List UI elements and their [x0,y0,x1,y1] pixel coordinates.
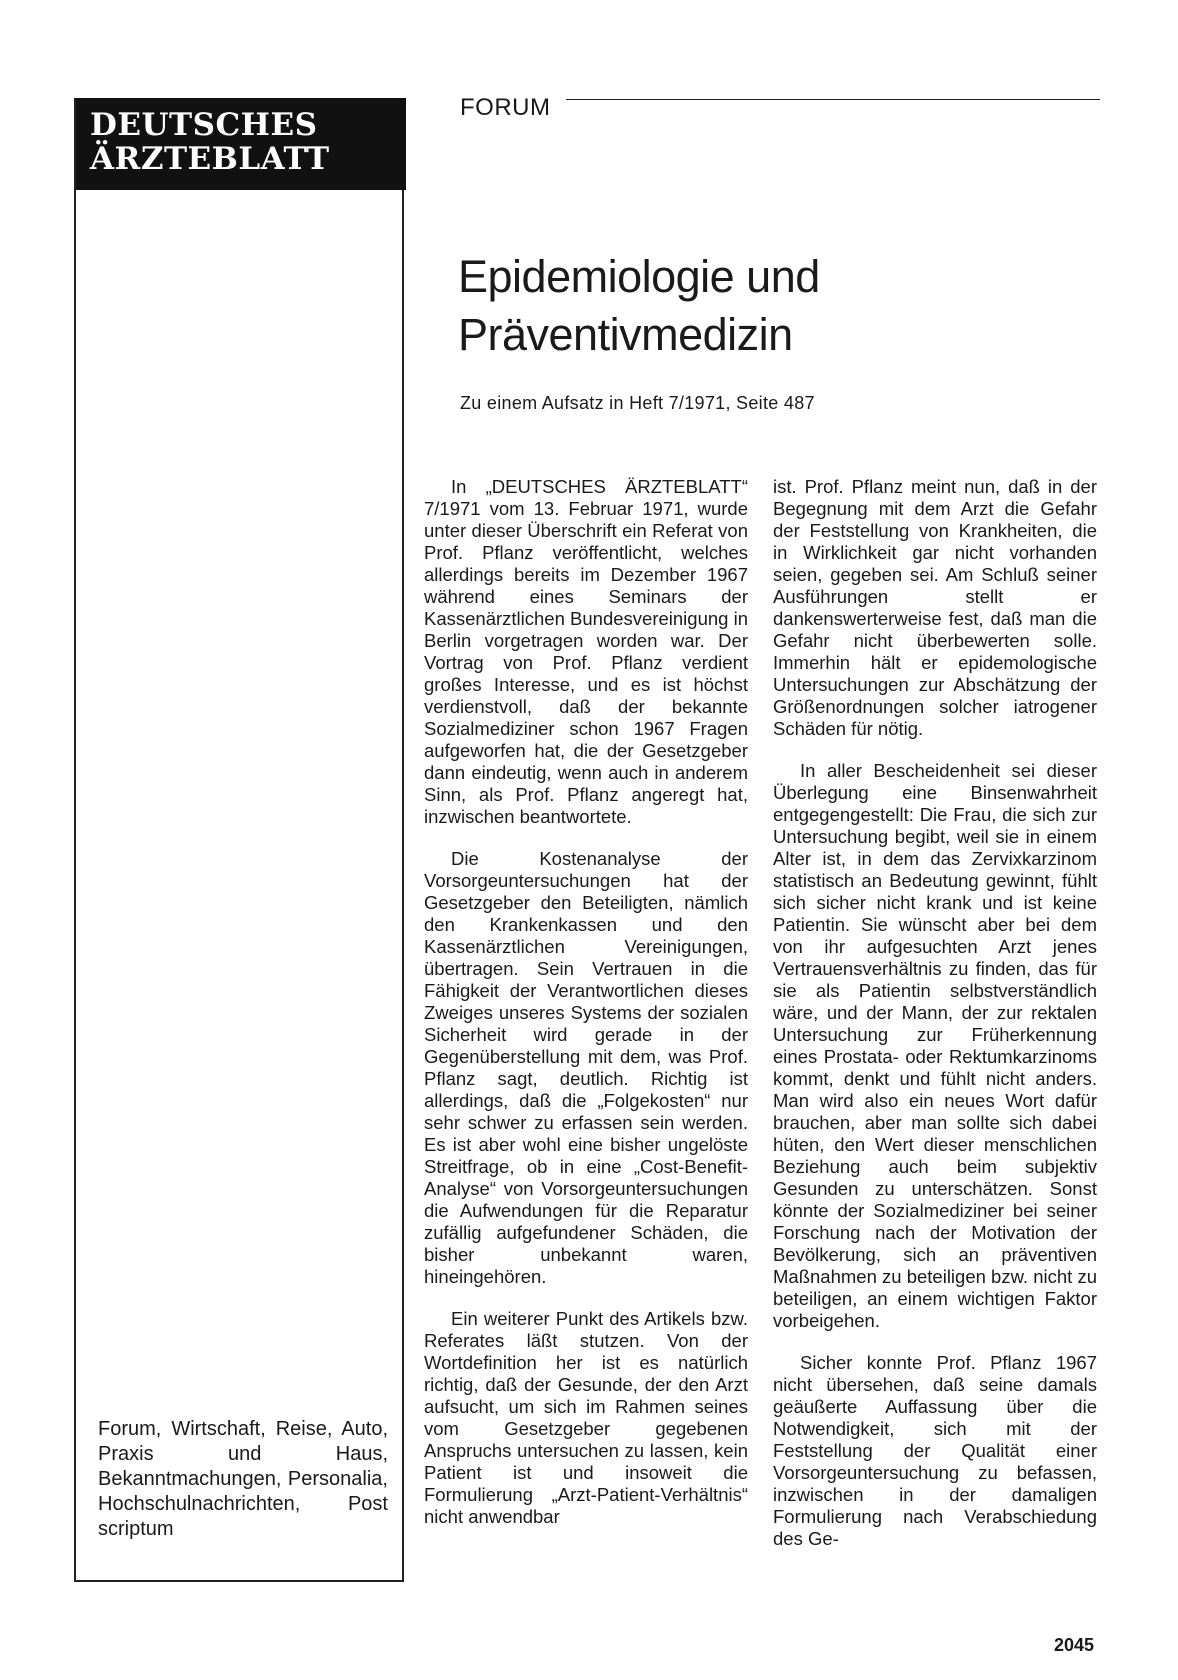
article-subtitle: Zu einem Aufsatz in Heft 7/1971, Seite 487 [460,393,815,413]
section-label: FORUM [460,94,551,121]
article-title [458,248,820,364]
article-column-1 [424,476,748,1548]
sidebar-contents: Forum, Wirtschaft, Reise, Auto, Praxis und Haus, Bekanntmachungen, Personalia, Hochschulnachrichten, Post scriptum [98,1418,388,1540]
paragraph: ist. Prof. Pflanz meint nun, daß in der Begegnung mit dem Arzt die Gefahr der Feststellung von Krankheiten, die in Wirklichkeit gar nicht vorhanden seien, gegeben sei. Am Schluß seiner Ausführungen stellt er dankenswerterweise fest, daß man die Gefahr nicht überbewerten solle. Immerhin hält er epidemologische Untersuchungen zur Abschätzung der Größenordnungen solcher iatrogener Schäden für nötig. [773,476,1097,739]
sidebar-panel [74,98,404,1582]
article-column-2 [773,476,1097,1570]
masthead-line1: DEUTSCHES [90,107,318,143]
masthead-logo [76,98,406,190]
section-rule [566,99,1100,100]
page-number: 2045 [1054,1635,1095,1655]
title-line1: Epidemiologie und [458,251,820,302]
paragraph: Sicher konnte Prof. Pflanz 1967 nicht übersehen, daß seine damals geäußerte Auffassung über die Notwendigkeit, sich mit der Feststellung der Qualität einer Vorsorgeuntersuchung zu befassen, inzwischen in der damaligen Formulierung nach Verabschiedung des Ge- [773,1352,1097,1549]
masthead-line2: ÄRZTEBLATT [90,141,330,177]
paragraph: Die Kostenanalyse der Vorsorgeuntersuchungen hat der Gesetzgeber den Beteiligten, nämlich den Krankenkassen und den Kassenärztlichen Vereinigungen, übertragen. Sein Vertrauen in die Fähigkeit der Verantwortlichen dieses Zweiges unseres Systems der sozialen Sicherheit wird gerade in der Gegenüberstellung mit dem, was Prof. Pflanz sagt, deutlich. Richtig ist allerdings, daß die „Folgekosten“ nur sehr schwer zu erfassen sein werden. Es ist aber wohl eine bisher ungelöste Streitfrage, ob in eine „Cost-Benefit-Analyse“ von Vorsorgeuntersuchungen die Aufwendungen für die Reparatur zufällig aufgefundener Schäden, die bisher unbekannt waren, hineingehören. [424,848,748,1287]
paragraph: Ein weiterer Punkt des Artikels bzw. Referates läßt stutzen. Von der Wortdefinition her ist es natürlich richtig, daß der Gesunde, der den Arzt aufsucht, um sich im Rahmen seines vom Gesetzgeber gegebenen Anspruchs untersuchen zu lassen, kein Patient ist und insoweit die Formulierung „Arzt-Patient-Verhältnis“ nicht anwendbar [424,1308,748,1527]
title-line2: Präventivmedizin [458,309,793,360]
paragraph: In aller Bescheidenheit sei dieser Überlegung eine Binsenwahrheit entgegengestellt: Die Frau, die sich zur Untersuchung begibt, weil sie in einem Alter ist, in dem das Zervixkarzinom statistisch an Bedeutung gewinnt, fühlt sich sicher nicht krank und ist keine Patientin. Sie wünscht aber bei dem von ihr aufgesuchten Arzt jenes Vertrauensverhältnis zu finden, das für sie als Patientin selbstverständlich wäre, und der Mann, der zur rektalen Untersuchung zur Früherkennung eines Prostata- oder Rektumkarzinoms kommt, denkt und fühlt nicht anders. Man wird also ein neues Wort dafür brauchen, aber man sollte sich dabei hüten, den Wert dieser menschlichen Beziehung auch beim subjektiv Gesunden zu unterschätzen. Sonst könnte der Sozialmediziner bei seiner Forschung nach der Motivation der Bevölkerung, sich an präventiven Maßnahmen zu beteiligen bzw. nicht zu beteiligen, an einem wichtigen Faktor vorbeigehen. [773,760,1097,1331]
paragraph: In „DEUTSCHES ÄRZTEBLATT“ 7/1971 vom 13. Februar 1971, wurde unter dieser Überschrift ein Referat von Prof. Pflanz veröffentlicht, welches allerdings bereits im Dezember 1967 während eines Seminars der Kassenärztlichen Bundesvereinigung in Berlin vorgetragen worden war. Der Vortrag von Prof. Pflanz verdient großes Interesse, und es ist höchst verdienstvoll, daß der bekannte Sozialmediziner schon 1967 Fragen aufgeworfen hat, die der Gesetzgeber dann eindeutig, wenn auch in anderem Sinn, als Prof. Pflanz angeregt hat, inzwischen beantwortete. [424,476,748,827]
